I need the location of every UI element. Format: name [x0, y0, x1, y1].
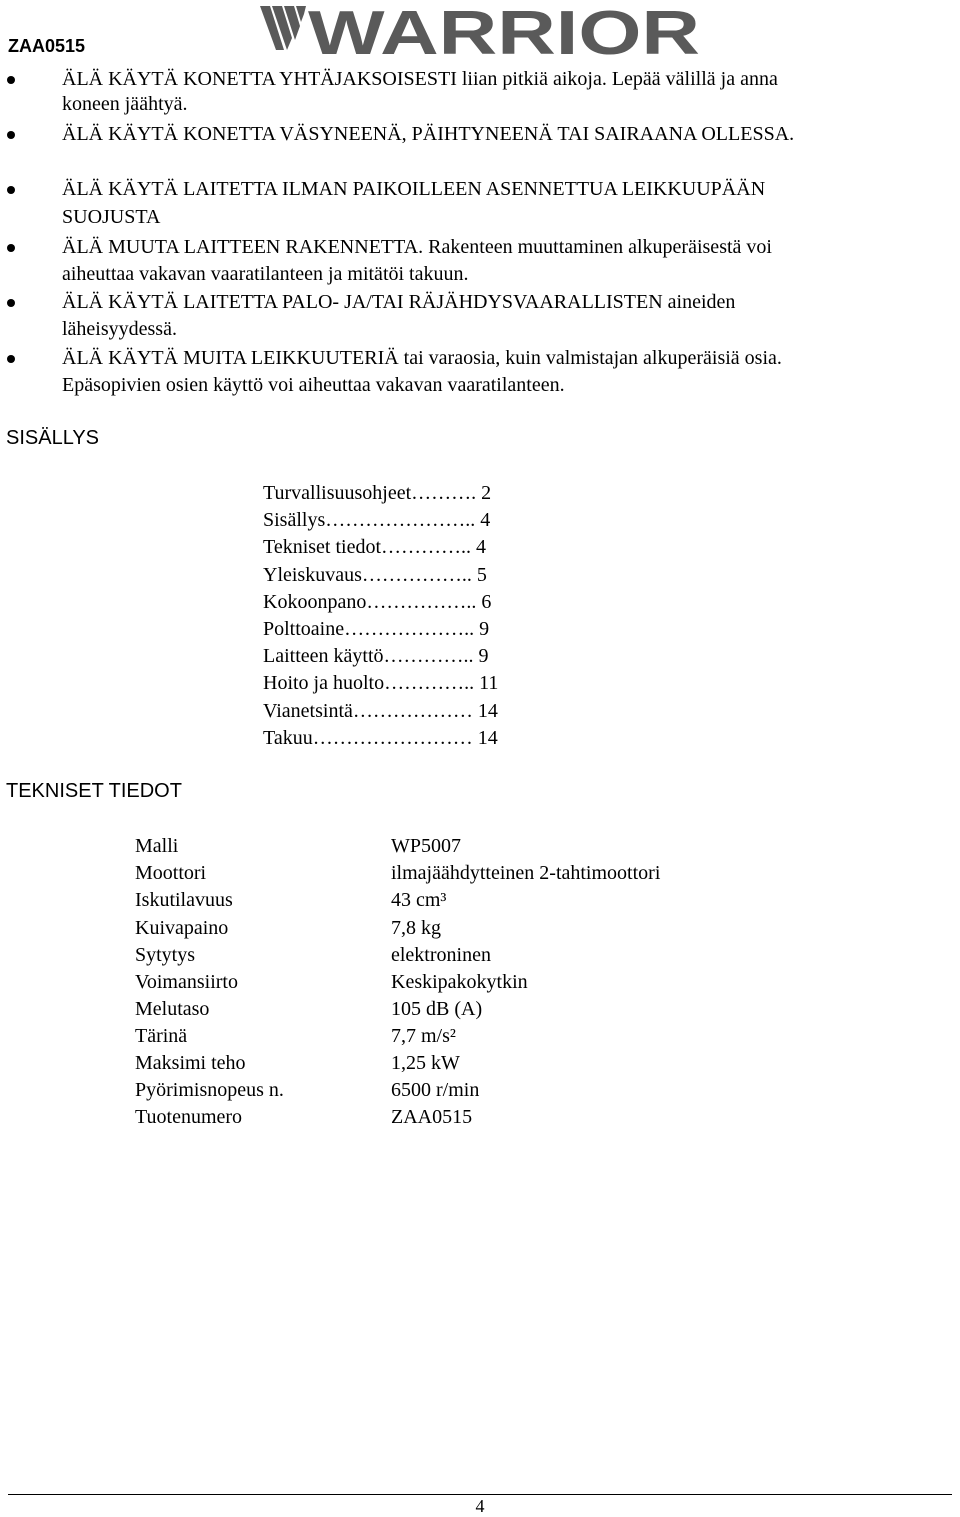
- toc-heading: SISÄLLYS: [6, 427, 100, 449]
- list-item: [0, 176, 960, 230]
- warning-text: ÄLÄ MUUTA LAITTEEN RAKENNETTA. Rakenteen muuttaminen alkuperäisestä voi: [62, 236, 772, 258]
- spec-value: ZAA0515: [391, 1106, 473, 1128]
- spec-label: Moottori: [135, 862, 207, 884]
- toc-entry: Turvallisuusohjeet………. 2: [263, 482, 492, 504]
- warning-text: ÄLÄ KÄYTÄ KONETTA YHTÄJAKSOISESTI liian pitkiä aikoja. Lepää välillä ja anna: [62, 68, 778, 90]
- spec-label: Iskutilavuus: [135, 889, 233, 911]
- spec-label: Kuivapaino: [135, 917, 229, 939]
- list-item: [0, 66, 960, 120]
- warning-text: aiheuttaa vakavan vaaratilanteen ja mitätöi takuun.: [62, 263, 469, 285]
- toc-entry: Hoito ja huolto………….. 11: [263, 672, 499, 695]
- spec-value: 6500 r/min: [391, 1079, 480, 1101]
- spec-value: Keskipakokytkin: [391, 971, 528, 993]
- warrior-logo: [256, 2, 704, 58]
- spec-value: 7,7 m/s²: [391, 1025, 456, 1047]
- page-number: 4: [475, 1496, 485, 1516]
- toc-entry: Tekniset tiedot………….. 4: [263, 536, 487, 559]
- footer-divider: [8, 1494, 952, 1495]
- bullet-icon: [7, 299, 15, 307]
- spec-value: 105 dB (A): [391, 998, 483, 1020]
- spec-label: Voimansiirto: [135, 971, 238, 993]
- spec-value: 7,8 kg: [391, 917, 441, 939]
- spec-value: 43 cm³: [391, 889, 447, 911]
- bullet-icon: [7, 186, 15, 194]
- bullet-icon: [7, 244, 15, 252]
- warning-text: ÄLÄ KÄYTÄ LAITETTA PALO- JA/TAI RÄJÄHDYSVAARALLISTEN aineiden: [62, 291, 736, 313]
- table-of-contents: [263, 480, 498, 752]
- warning-text: ÄLÄ KÄYTÄ MUITA LEIKKUUTERIÄ tai varaosia, kuin valmistajan alkuperäisiä osia.: [62, 347, 782, 369]
- bullet-icon: [7, 76, 15, 84]
- spec-value: 1,25 kW: [391, 1052, 460, 1074]
- bullet-icon: [7, 355, 15, 363]
- warning-text: Epäsopivien osien käyttö voi aiheuttaa vakavan vaaratilanteen.: [62, 374, 565, 396]
- list-item: [0, 121, 960, 148]
- toc-entry: Takuu…………………… 14: [263, 726, 498, 749]
- spec-label: Pyörimisnopeus n.: [135, 1079, 284, 1101]
- toc-entry: Vianetsintä……………… 14: [263, 699, 498, 722]
- spec-label: Maksimi teho: [135, 1052, 246, 1074]
- spec-label: Sytytys: [135, 944, 196, 966]
- spec-label: Tuotenumero: [135, 1106, 243, 1128]
- toc-entry: Yleiskuvaus…………….. 5: [263, 563, 487, 586]
- spec-value: elektroninen: [391, 944, 491, 966]
- warning-text: läheisyydessä.: [62, 318, 177, 340]
- toc-entry: Sisällys………………….. 4: [263, 509, 491, 532]
- toc-entry: Laitteen käyttö………….. 9: [263, 645, 489, 668]
- warning-text: koneen jäähtyä.: [62, 93, 188, 115]
- list-item: [0, 345, 960, 399]
- specs-heading: TEKNISET TIEDOT: [6, 780, 182, 802]
- spec-value: ilmajäähdytteinen 2-tahtimoottori: [391, 862, 661, 884]
- document-id: ZAA0515: [8, 36, 86, 56]
- spec-label: Tärinä: [135, 1025, 188, 1047]
- warning-text: ÄLÄ KÄYTÄ LAITETTA ILMAN PAIKOILLEEN ASENNETTUA LEIKKUUPÄÄN: [62, 178, 766, 200]
- spec-label: Malli: [135, 835, 179, 857]
- list-item: [0, 234, 960, 288]
- list-item: [0, 289, 960, 343]
- toc-entry: Kokoonpano…………….. 6: [263, 590, 492, 613]
- spec-label: Melutaso: [135, 998, 210, 1020]
- bullet-icon: [7, 131, 15, 139]
- spec-value: WP5007: [391, 835, 461, 857]
- warning-text: SUOJUSTA: [62, 206, 161, 228]
- toc-entry: Polttoaine……………….. 9: [263, 617, 490, 640]
- warning-text: ÄLÄ KÄYTÄ KONETTA VÄSYNEENÄ, PÄIHTYNEENÄ TAI SAIRAANA OLLESSA.: [62, 123, 795, 145]
- svg-text:WARRIOR: WARRIOR: [308, 2, 700, 58]
